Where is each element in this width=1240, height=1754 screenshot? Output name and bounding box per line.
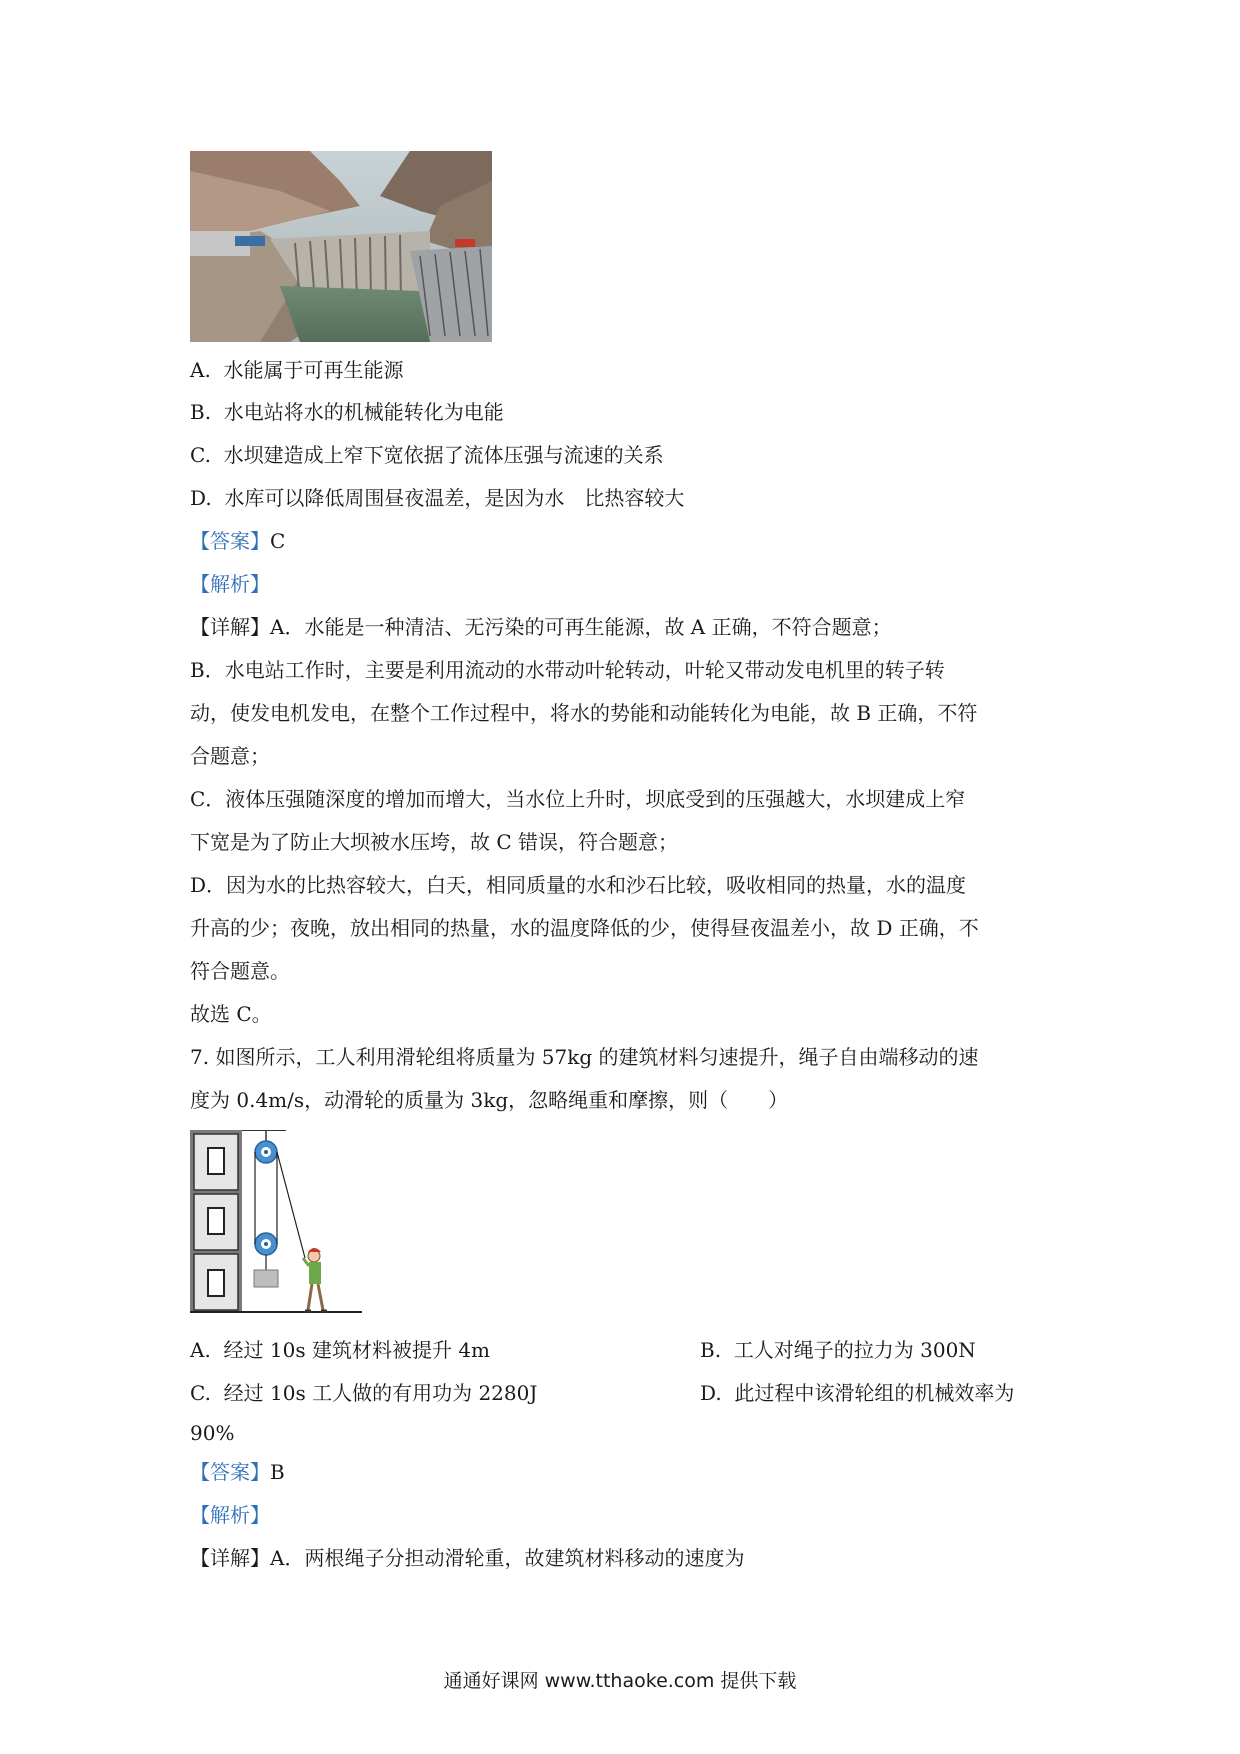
detail-text: A．水能是一种清洁、无污染的可再生能源，故 A 正确，不符合题意；: [270, 615, 892, 639]
q6-analysis: [190, 570, 270, 598]
option-text: 水能属于可再生能源: [223, 358, 404, 382]
q6-detail-line-8: 符合题意。: [190, 959, 290, 983]
analysis-tag: 【解析】: [190, 1503, 270, 1527]
pulley-diagram: [190, 1130, 366, 1320]
q6-detail-line-2: 动，使发电机发电，在整个工作过程中，将水的势能和动能转化为电能，故 B 正确，不符: [190, 701, 978, 725]
q6-option-d: [190, 484, 684, 512]
q6-detail-line-0: [190, 613, 892, 641]
q7-option-c: [190, 1379, 537, 1407]
option-letter: A.: [190, 1338, 211, 1362]
option-text: 水电站将水的机械能转化为电能: [223, 400, 504, 424]
answer-tag: 【答案】: [190, 1460, 270, 1484]
q6-detail-line-1: B．水电站工作时，主要是利用流动的水带动叶轮转动，叶轮又带动发电机里的转子转: [190, 658, 945, 682]
answer-value: B: [270, 1460, 285, 1484]
option-letter: C.: [190, 443, 211, 467]
option-text: 经过 10s 工人做的有用功为 2280J: [223, 1381, 538, 1405]
option-letter: D.: [190, 486, 212, 510]
option-text: 水坝建造成上窄下宽依据了流体压强与流速的关系: [223, 443, 664, 467]
q7-option-b: [700, 1336, 976, 1364]
q6-option-b: [190, 398, 504, 426]
q7-stem-line2: 度为 0.4m/s，动滑轮的质量为 3kg，忽略绳重和摩擦，则（ ）: [190, 1088, 789, 1112]
q6-detail-line-4: C．液体压强随深度的增加而增大，当水位上升时，坝底受到的压强越大，水坝建成上窄: [190, 787, 966, 811]
option-letter: B.: [190, 400, 212, 424]
q6-option-a: [190, 356, 404, 384]
option-text: 经过 10s 建筑材料被提升 4m: [223, 1338, 491, 1362]
q6-detail-line-6: D．因为水的比热容较大，白天，相同质量的水和沙石比较，吸收相同的热量，水的温度: [190, 873, 967, 897]
q6-detail-line-7: 升高的少；夜晚，放出相同的热量，水的温度降低的少，使得昼夜温差小，故 D 正确，不: [190, 916, 979, 940]
answer-tag: 【答案】: [190, 529, 270, 553]
q6-detail-line-5: 下宽是为了防止大坝被水压垮，故 C 错误，符合题意；: [190, 830, 679, 854]
page-footer: 通通好课网 www.tthaoke.com 提供下载: [443, 1670, 797, 1692]
q7-answer: [190, 1458, 285, 1486]
option-text: 工人对绳子的拉力为 300N: [733, 1338, 976, 1362]
q6-detail-line-3: 合题意；: [190, 744, 270, 768]
detail-text: A．两根绳子分担动滑轮重，故建筑材料移动的速度为: [270, 1546, 745, 1570]
q7-detail: [190, 1544, 744, 1572]
q6-answer: [190, 527, 285, 555]
option-letter: B.: [700, 1338, 722, 1362]
q7-analysis: [190, 1501, 270, 1529]
q7-option-a: [190, 1336, 490, 1364]
q7-option-d-wrap: 90%: [190, 1421, 235, 1445]
option-letter: D.: [700, 1381, 722, 1405]
q7-stem-line1: 7. 如图所示，工人利用滑轮组将质量为 57kg 的建筑材料匀速提升，绳子自由端移动的速: [190, 1045, 979, 1069]
option-text: 水库可以降低周围昼夜温差，是因为水 比热容较大: [224, 486, 685, 510]
q7-option-d: [700, 1379, 1014, 1407]
option-text: 此过程中该滑轮组的机械效率为: [734, 1381, 1015, 1405]
detail-tag: 【详解】: [190, 615, 270, 639]
option-letter: A.: [190, 358, 211, 382]
q6-option-c: [190, 441, 664, 469]
analysis-tag: 【解析】: [190, 572, 270, 596]
option-letter: C.: [190, 1381, 211, 1405]
dam-photo: [190, 151, 492, 342]
detail-tag: 【详解】: [190, 1546, 270, 1570]
q6-conclusion: 故选 C。: [190, 1002, 272, 1026]
answer-value: C: [270, 529, 286, 553]
